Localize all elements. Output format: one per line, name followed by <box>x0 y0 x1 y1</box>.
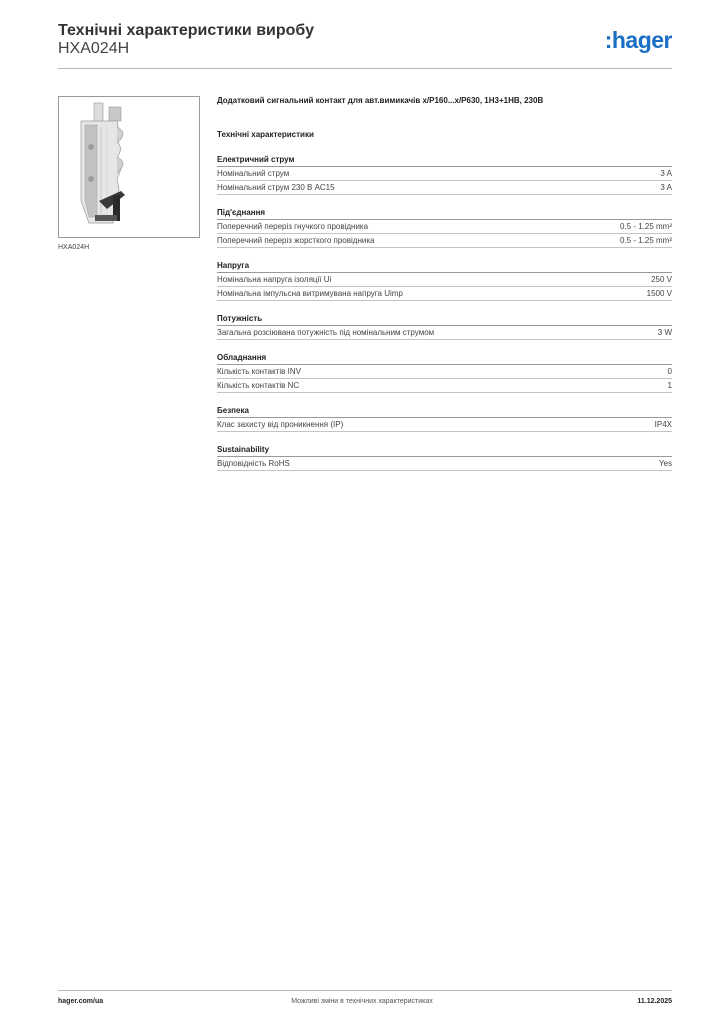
spec-value: 0.5 - 1.25 mm² <box>619 222 672 231</box>
spec-groups <box>217 154 672 471</box>
spec-label: Поперечний переріз гнучкого провідника <box>217 222 369 231</box>
spec-label: Номінальний струм 230 В AC15 <box>217 183 335 192</box>
spec-group <box>217 207 672 248</box>
spec-label: Відповідність RoHS <box>217 459 290 468</box>
specs-title: Технічні характеристики <box>217 130 314 139</box>
header-divider <box>58 68 672 69</box>
spec-label: Кількість контактів NC <box>217 381 300 390</box>
spec-value: 3 W <box>657 328 672 337</box>
product-description: Додатковий сигнальний контакт для авт.вимикачів x/P160...x/P630, 1Н3+1НВ, 230В <box>217 96 544 105</box>
spec-row <box>217 379 672 393</box>
spec-row <box>217 234 672 248</box>
spec-value: 3 A <box>660 169 672 178</box>
spec-value: 1 <box>667 381 672 390</box>
footer-website: hager.com/ua <box>58 998 104 1005</box>
footer-divider <box>58 990 672 991</box>
spec-group <box>217 352 672 393</box>
spec-value: 0.5 - 1.25 mm² <box>619 236 672 245</box>
spec-row <box>217 167 672 181</box>
spec-row <box>217 273 672 287</box>
spec-value: 3 A <box>660 183 672 192</box>
spec-row <box>217 365 672 379</box>
spec-row <box>217 326 672 340</box>
spec-value: 1500 V <box>646 289 672 298</box>
auxiliary-contact-image <box>59 97 199 237</box>
spec-content <box>217 96 672 471</box>
footer-disclaimer: Можливі зміни в технічних характеристиках <box>291 998 433 1005</box>
spec-group-title: Під'єднання <box>217 207 672 220</box>
spec-value: IP4X <box>654 420 672 429</box>
spec-row <box>217 220 672 234</box>
footer-date: 11.12.2025 <box>637 998 672 1005</box>
spec-row <box>217 287 672 301</box>
spec-row <box>217 418 672 432</box>
spec-group <box>217 260 672 301</box>
product-image <box>58 96 200 238</box>
spec-group <box>217 313 672 340</box>
product-code: HXA024H <box>58 40 130 57</box>
spec-label: Номінальна імпульсна витримувана напруга Uimp <box>217 289 403 298</box>
spec-group <box>217 405 672 432</box>
spec-group-title: Безпека <box>217 405 672 418</box>
spec-group-title: Sustainability <box>217 444 672 457</box>
hager-logo <box>590 28 672 54</box>
spec-value: 0 <box>667 367 672 376</box>
svg-text::hager: :hager <box>604 28 672 53</box>
image-caption: HXA024H <box>58 244 90 251</box>
spec-value: 250 V <box>651 275 672 284</box>
spec-group <box>217 154 672 195</box>
page-title: Технічні характеристики виробу <box>58 22 314 39</box>
spec-group-title: Потужність <box>217 313 672 326</box>
spec-value: Yes <box>658 459 672 468</box>
spec-label: Номінальна напруга ізоляції Ui <box>217 275 332 284</box>
spec-label: Поперечний переріз жорсткого провідника <box>217 236 375 245</box>
spec-group-title: Електричний струм <box>217 154 672 167</box>
spec-group-title: Обладнання <box>217 352 672 365</box>
spec-label: Загальна розсіювана потужність під номінальним струмом <box>217 328 435 337</box>
spec-group-title: Напруга <box>217 260 672 273</box>
spec-label: Кількість контактів INV <box>217 367 301 376</box>
spec-label: Клас захисту від проникнення (IP) <box>217 420 344 429</box>
spec-row <box>217 457 672 471</box>
page-header <box>58 20 672 68</box>
spec-label: Номінальний струм <box>217 169 290 178</box>
spec-group <box>217 444 672 471</box>
spec-row <box>217 181 672 195</box>
